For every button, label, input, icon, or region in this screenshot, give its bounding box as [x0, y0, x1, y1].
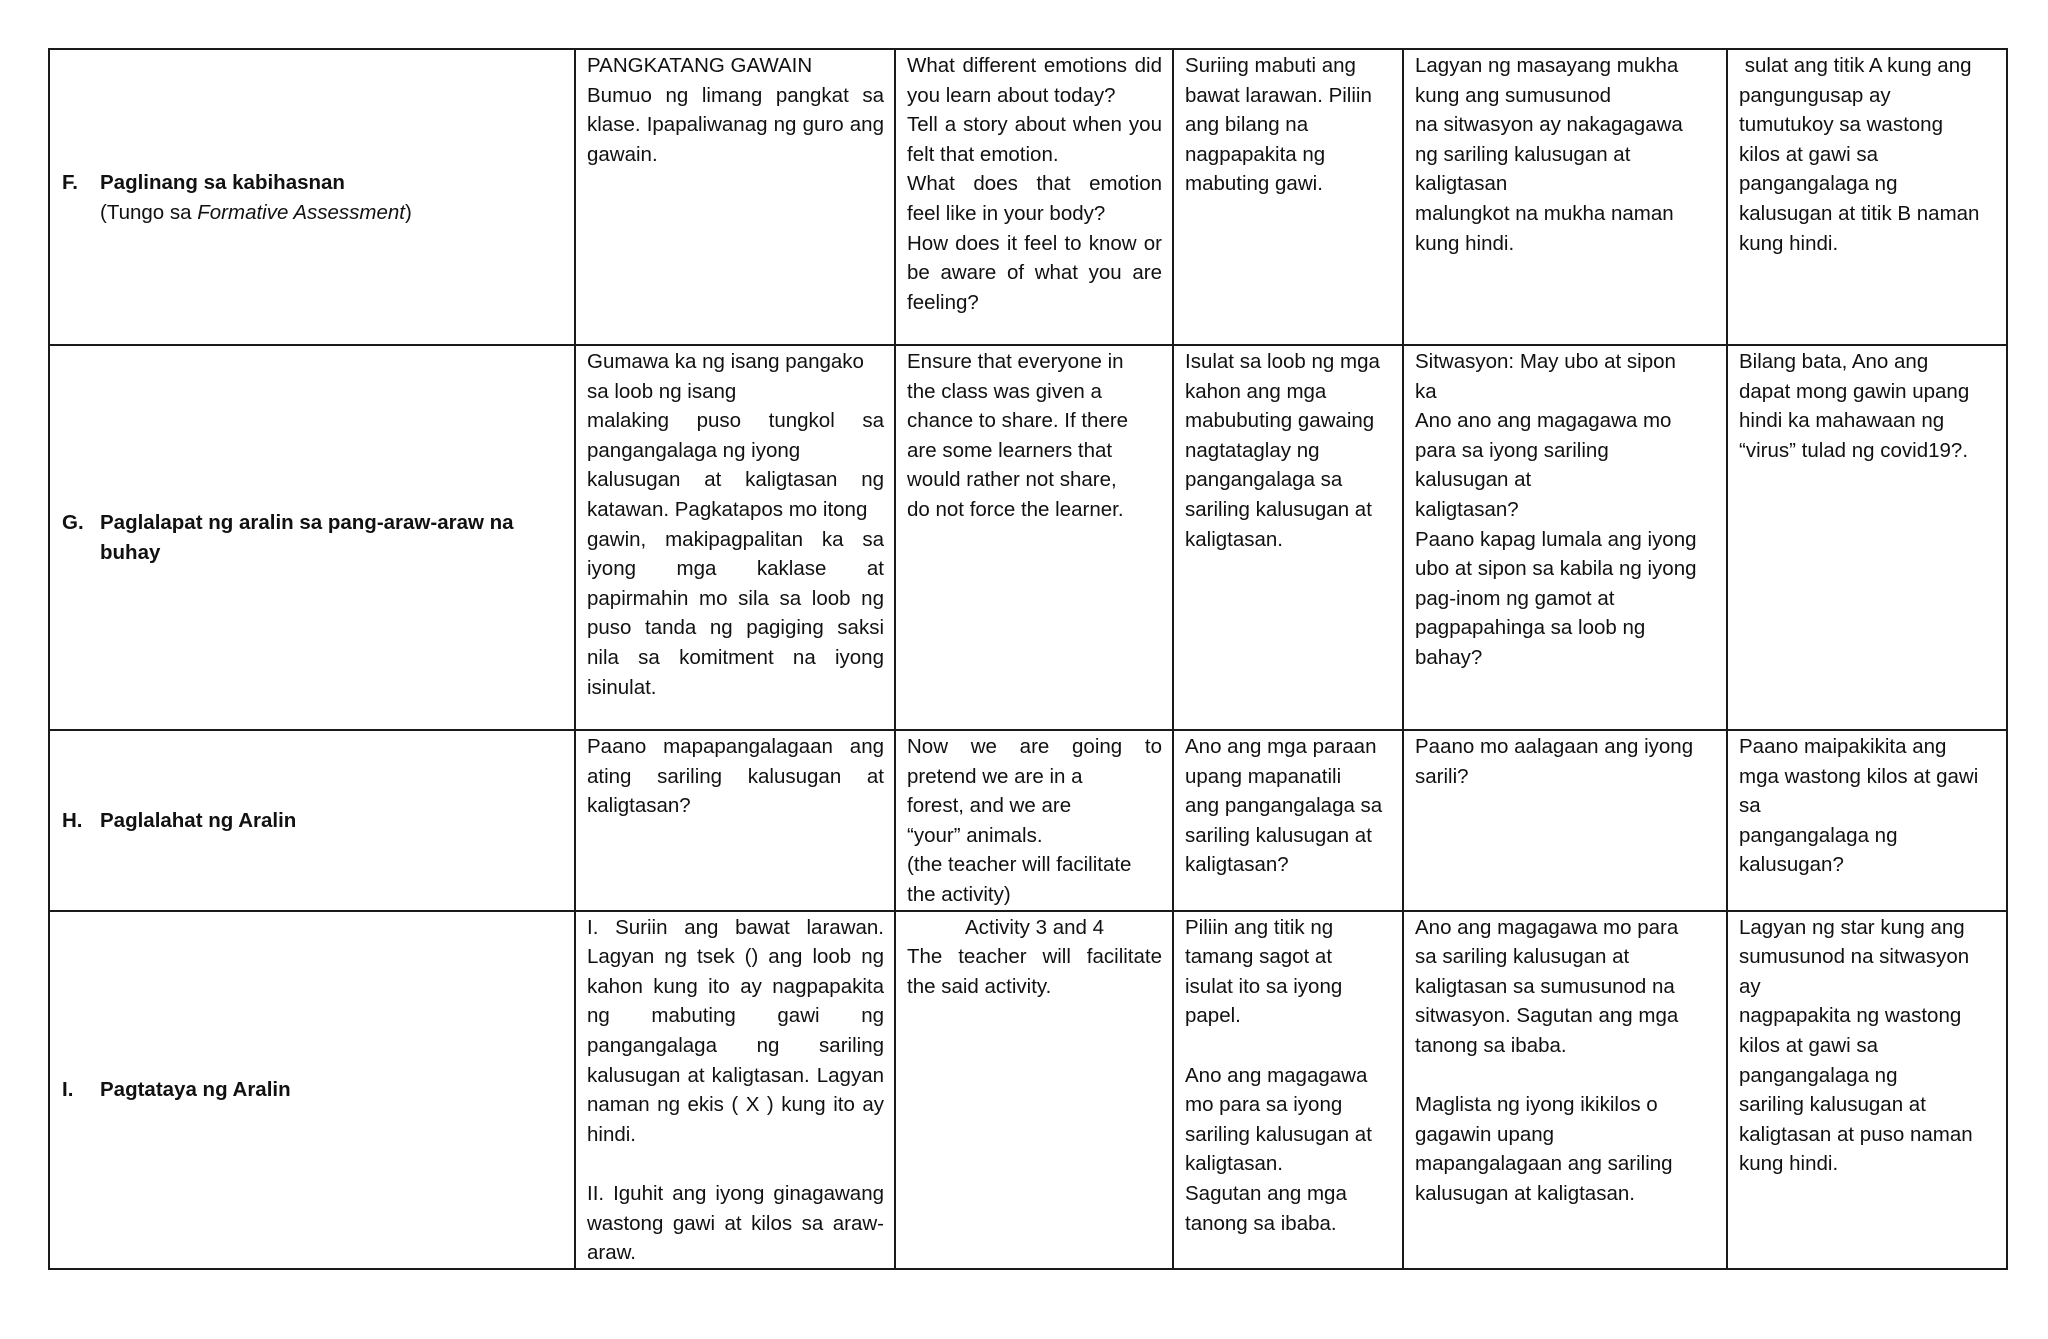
cell-h-2: Now we are going to pretend we are in a forest, and we are “your” animals. (the teacher will facilitate the activity) [895, 730, 1173, 911]
table-row-f [49, 49, 2007, 345]
row-label-i [49, 911, 575, 1269]
table-row-g [49, 345, 2007, 730]
cell-i-2: Activity 3 and 4 The teacher will facilitate the said activity. [895, 911, 1173, 1269]
cell-h-5: Paano maipakikita ang mga wastong kilos at gawi sa pangangalaga ng kalusugan? [1727, 730, 2007, 911]
row-title: Paglalahat ng Aralin [100, 808, 297, 832]
row-letter: G. [62, 511, 84, 535]
row-title: Pagtataya ng Aralin [100, 1078, 291, 1102]
lesson-plan-table [48, 48, 2008, 1270]
cell-f-3: Suriing mabuti ang bawat larawan. Piliin ang bilang na nagpapakita ng mabuting gawi. [1173, 49, 1403, 345]
cell-h-3: Ano ang mga paraan upang mapanatili ang pangangalaga sa sariling kalusugan at kaligtasan? [1173, 730, 1403, 911]
cell-h-4: Paano mo aalagaan ang iyong sarili? [1403, 730, 1727, 911]
table-row-h [49, 730, 2007, 911]
row-label-h [49, 730, 575, 911]
cell-f-5: sulat ang titik A kung ang pangungusap ay tumutukoy sa wastong kilos at gawi sa pangangalaga ng kalusugan at titik B naman kung hindi. [1727, 49, 2007, 345]
row-title: Paglalapat ng aralin sa pang-araw-araw na buhay [100, 511, 514, 564]
row-letter: I. [62, 1078, 74, 1102]
cell-g-3: Isulat sa loob ng mga kahon ang mga mabubuting gawaing nagtataglay ng pangangalaga sa sariling kalusugan at kaligtasan. [1173, 345, 1403, 730]
cell-f-1: PANGKATANG GAWAIN Bumuo ng limang pangkat sa klase. Ipapaliwanag ng guro ang gawain. [575, 49, 895, 345]
row-title: Paglinang sa kabihasnan [100, 170, 345, 194]
cell-f-2: What different emotions did you learn about today? Tell a story about when you felt that emotion. What does that emotion feel like in your body? How does it feel to know or be aware of what you are feeling? [895, 49, 1173, 345]
cell-g-1: Gumawa ka ng isang pangako sa loob ng isang malaking puso tungkol sa pangangalaga ng iyong kalusugan at kaligtasan ng katawan. Pagkatapos mo itong gawin, makipagpalitan ka sa iyong mga kaklase at papirmahin mo sila sa loob ng puso tanda ng pagiging saksi nila sa komitment na iyong isinulat. [575, 345, 895, 730]
cell-h-1: Paano mapapangalagaan ang ating sariling kalusugan at kaligtasan? [575, 730, 895, 911]
table-row-i [49, 911, 2007, 1269]
cell-g-2: Ensure that everyone in the class was given a chance to share. If there are some learners that would rather not share, do not force the learner. [895, 345, 1173, 730]
cell-i-4: Ano ang magagawa mo para sa sariling kalusugan at kaligtasan sa sumusunod na sitwasyon. Sagutan ang mga tanong sa ibaba. Maglista ng iyong ikikilos o gagawin upang mapangalagaan ang sariling kalusugan at kaligtasan. [1403, 911, 1727, 1269]
row-label-g [49, 345, 575, 730]
row-subtitle: (Tungo sa Formative Assessment) [100, 200, 412, 224]
cell-i-1: I. Suriin ang bawat larawan. Lagyan ng tsek () ang loob ng kahon kung ito ay nagpapakita ng mabuting gawi ng pangangalaga ng sariling kalusugan at kaligtasan. Lagyan naman ng ekis ( X ) kung ito ay hindi. II. Iguhit ang iyong ginagawang wastong gawi at kilos sa araw-araw. [575, 911, 895, 1269]
cell-f-4: Lagyan ng masayang mukha kung ang sumusunod na sitwasyon ay nakagagawa ng sariling kalusugan at kaligtasan malungkot na mukha naman kung hindi. [1403, 49, 1727, 345]
row-label-f [49, 49, 575, 345]
row-letter: F. [62, 170, 78, 194]
row-letter: H. [62, 808, 83, 832]
cell-i-5: Lagyan ng star kung ang sumusunod na sitwasyon ay nagpapakita ng wastong kilos at gawi sa pangangalaga ng sariling kalusugan at kaligtasan at puso naman kung hindi. [1727, 911, 2007, 1269]
cell-g-5: Bilang bata, Ano ang dapat mong gawin upang hindi ka mahawaan ng “virus” tulad ng covid19?. [1727, 345, 2007, 730]
cell-i-3: Piliin ang titik ng tamang sagot at isulat ito sa iyong papel. Ano ang magagawa mo para sa iyong sariling kalusugan at kaligtasan. Sagutan ang mga tanong sa ibaba. [1173, 911, 1403, 1269]
cell-g-4: Sitwasyon: May ubo at sipon ka Ano ano ang magagawa mo para sa iyong sariling kalusugan at kaligtasan? Paano kapag lumala ang iyong ubo at sipon sa kabila ng iyong pag-inom ng gamot at pagpapahinga sa loob ng bahay? [1403, 345, 1727, 730]
